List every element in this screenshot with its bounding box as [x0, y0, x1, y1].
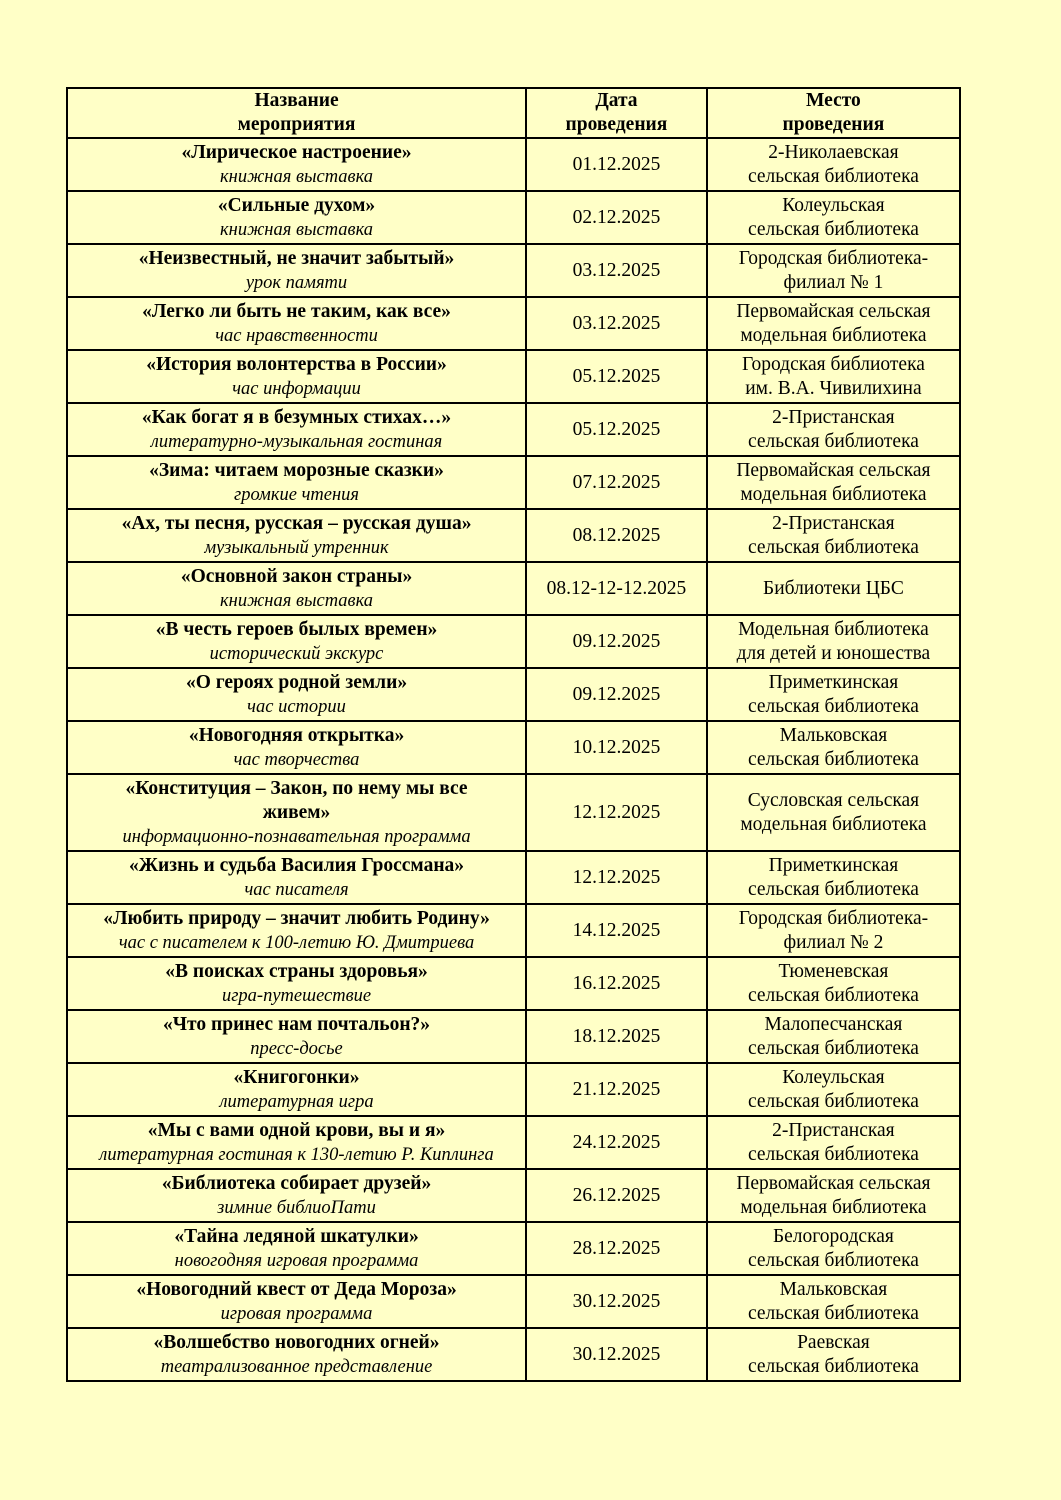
- table-row: [67, 957, 960, 1010]
- event-name-cell: [67, 244, 526, 297]
- event-type: час писателя: [244, 879, 349, 900]
- event-name-cell: [67, 774, 526, 851]
- event-type: исторический экскурс: [209, 643, 384, 664]
- event-type: театрализованное представление: [160, 1356, 433, 1377]
- event-title: «Зима: читаем морозные сказки»: [149, 459, 444, 481]
- event-name-cell: [67, 1222, 526, 1275]
- event-title: «Библиотека собирает друзей»: [161, 1172, 432, 1194]
- event-name-cell: [67, 138, 526, 191]
- event-date: 12.12.2025: [526, 774, 707, 851]
- header-row: [67, 88, 960, 138]
- event-place: Тюменевская сельская библиотека: [707, 957, 960, 1010]
- event-type: час с писателем к 100-летию Ю. Дмитриева: [118, 932, 475, 953]
- header-date: [526, 88, 707, 138]
- event-type: час нравственности: [215, 325, 378, 346]
- event-place: Приметкинская сельская библиотека: [707, 851, 960, 904]
- event-date: 09.12.2025: [526, 615, 707, 668]
- event-title: «Как богат я в безумных стихах…»: [141, 406, 452, 428]
- event-place: Городская библиотека- филиал № 2: [707, 904, 960, 957]
- event-date: 21.12.2025: [526, 1063, 707, 1116]
- event-type: громкие чтения: [234, 484, 360, 505]
- event-place: Первомайская сельская модельная библиотека: [707, 1169, 960, 1222]
- event-place: Раевская сельская библиотека: [707, 1328, 960, 1381]
- event-place: Колеульская сельская библиотека: [707, 1063, 960, 1116]
- header-place-label: Место проведения: [782, 90, 885, 135]
- event-date: 03.12.2025: [526, 297, 707, 350]
- event-type: новогодняя игровая программа: [174, 1250, 419, 1271]
- event-title: «Ах, ты песня, русская – русская душа»: [121, 512, 472, 534]
- table-row: [67, 244, 960, 297]
- table-row: [67, 774, 960, 851]
- table-row: [67, 1275, 960, 1328]
- event-name-cell: [67, 904, 526, 957]
- event-title: «Любить природу – значит любить Родину»: [103, 907, 490, 929]
- table-row: [67, 350, 960, 403]
- header-place: [707, 88, 960, 138]
- event-type: урок памяти: [245, 272, 348, 293]
- event-place: Сусловская сельская модельная библиотека: [707, 774, 960, 851]
- event-title: «Конституция – Закон, по нему мы все живем»: [125, 777, 468, 823]
- event-place: Городская библиотека им. В.А. Чивилихина: [707, 350, 960, 403]
- event-date: 05.12.2025: [526, 350, 707, 403]
- table-row: [67, 138, 960, 191]
- event-type: игровая программа: [220, 1303, 373, 1324]
- event-name-cell: [67, 851, 526, 904]
- event-date: 05.12.2025: [526, 403, 707, 456]
- table-row: [67, 1010, 960, 1063]
- event-name-cell: [67, 1275, 526, 1328]
- event-type: литературная игра: [219, 1091, 374, 1112]
- event-place: Библиотеки ЦБС: [707, 562, 960, 615]
- event-place: 2-Пристанская сельская библиотека: [707, 403, 960, 456]
- event-type: зимние библиоПати: [217, 1197, 376, 1218]
- event-title: «Лирическое настроение»: [181, 141, 412, 163]
- event-type: час информации: [232, 378, 361, 399]
- table-row: [67, 668, 960, 721]
- event-type: книжная выставка: [220, 166, 374, 187]
- event-title: «Книгогонки»: [233, 1066, 360, 1088]
- event-date: 09.12.2025: [526, 668, 707, 721]
- event-name-cell: [67, 191, 526, 244]
- event-title: «Мы с вами одной крови, вы и я»: [147, 1119, 446, 1141]
- event-date: 18.12.2025: [526, 1010, 707, 1063]
- event-type: книжная выставка: [220, 590, 374, 611]
- event-name-cell: [67, 509, 526, 562]
- event-date: 24.12.2025: [526, 1116, 707, 1169]
- event-date: 26.12.2025: [526, 1169, 707, 1222]
- event-name-cell: [67, 1063, 526, 1116]
- event-date: 08.12-12-12.2025: [526, 562, 707, 615]
- table-row: [67, 297, 960, 350]
- event-title: «Легко ли быть не таким, как все»: [142, 300, 451, 322]
- table-row: [67, 851, 960, 904]
- event-place: Городская библиотека- филиал № 1: [707, 244, 960, 297]
- event-place: Мальковская сельская библиотека: [707, 1275, 960, 1328]
- table-row: [67, 1116, 960, 1169]
- event-title: «Тайна ледяной шкатулки»: [174, 1225, 419, 1247]
- event-title: «Волшебство новогодних огней»: [153, 1331, 440, 1353]
- table-row: [67, 191, 960, 244]
- event-title: «Неизвестный, не значит забытый»: [138, 247, 455, 269]
- event-name-cell: [67, 562, 526, 615]
- table-row: [67, 1063, 960, 1116]
- event-date: 08.12.2025: [526, 509, 707, 562]
- table-row: [67, 403, 960, 456]
- event-name-cell: [67, 1010, 526, 1063]
- event-name-cell: [67, 721, 526, 774]
- event-date: 30.12.2025: [526, 1328, 707, 1381]
- event-type: литературно-музыкальная гостиная: [150, 431, 443, 452]
- event-title: «Новогодний квест от Деда Мороза»: [136, 1278, 457, 1300]
- table-row: [67, 509, 960, 562]
- table-row: [67, 456, 960, 509]
- table-row: [67, 904, 960, 957]
- event-name-cell: [67, 957, 526, 1010]
- event-type: час истории: [247, 696, 346, 717]
- table-row: [67, 1169, 960, 1222]
- event-name-cell: [67, 403, 526, 456]
- event-name-cell: [67, 1328, 526, 1381]
- event-name-cell: [67, 297, 526, 350]
- event-type: информационно-познавательная программа: [122, 826, 471, 847]
- event-type: час творчества: [233, 749, 360, 770]
- event-type: книжная выставка: [220, 219, 374, 240]
- event-title: «В честь героев былых времен»: [155, 618, 438, 640]
- table-row: [67, 1328, 960, 1381]
- event-name-cell: [67, 456, 526, 509]
- event-place: Колеульская сельская библиотека: [707, 191, 960, 244]
- events-table: [66, 87, 961, 1382]
- event-type: пресс-досье: [250, 1038, 343, 1059]
- table-row: [67, 1222, 960, 1275]
- event-title: «Новогодняя открытка»: [188, 724, 405, 746]
- event-date: 12.12.2025: [526, 851, 707, 904]
- events-body: [67, 138, 960, 1381]
- event-place: 2-Пристанская сельская библиотека: [707, 509, 960, 562]
- event-place: 2-Николаевская сельская библиотека: [707, 138, 960, 191]
- event-place: Малопесчанская сельская библиотека: [707, 1010, 960, 1063]
- event-title: «Что принес нам почтальон?»: [162, 1013, 431, 1035]
- event-type: музыкальный утренник: [204, 537, 389, 558]
- event-title: «В поисках страны здоровья»: [165, 960, 428, 982]
- header-date-label: Дата проведения: [565, 90, 668, 135]
- event-name-cell: [67, 615, 526, 668]
- event-date: 02.12.2025: [526, 191, 707, 244]
- header-name-label: Название мероприятия: [237, 90, 356, 135]
- event-name-cell: [67, 1169, 526, 1222]
- event-type: литературная гостиная к 130-летию Р. Киплинга: [99, 1144, 494, 1165]
- event-title: «История волонтерства в России»: [146, 353, 447, 375]
- event-date: 03.12.2025: [526, 244, 707, 297]
- event-type: игра-путешествие: [221, 985, 372, 1006]
- table-row: [67, 615, 960, 668]
- table-row: [67, 721, 960, 774]
- event-name-cell: [67, 350, 526, 403]
- event-title: «Жизнь и судьба Василия Гроссмана»: [128, 854, 465, 876]
- event-title: «Основной закон страны»: [180, 565, 413, 587]
- event-place: Приметкинская сельская библиотека: [707, 668, 960, 721]
- table-row: [67, 562, 960, 615]
- event-date: 14.12.2025: [526, 904, 707, 957]
- event-place: Мальковская сельская библиотека: [707, 721, 960, 774]
- event-place: Первомайская сельская модельная библиотека: [707, 297, 960, 350]
- event-title: «Сильные духом»: [217, 194, 376, 216]
- event-date: 01.12.2025: [526, 138, 707, 191]
- event-place: 2-Пристанская сельская библиотека: [707, 1116, 960, 1169]
- event-date: 10.12.2025: [526, 721, 707, 774]
- event-date: 30.12.2025: [526, 1275, 707, 1328]
- event-date: 16.12.2025: [526, 957, 707, 1010]
- event-place: Модельная библиотека для детей и юношества: [707, 615, 960, 668]
- event-date: 07.12.2025: [526, 456, 707, 509]
- event-title: «О героях родной земли»: [185, 671, 408, 693]
- event-place: Белогородская сельская библиотека: [707, 1222, 960, 1275]
- event-name-cell: [67, 668, 526, 721]
- event-name-cell: [67, 1116, 526, 1169]
- header-name: [67, 88, 526, 138]
- event-place: Первомайская сельская модельная библиотека: [707, 456, 960, 509]
- event-date: 28.12.2025: [526, 1222, 707, 1275]
